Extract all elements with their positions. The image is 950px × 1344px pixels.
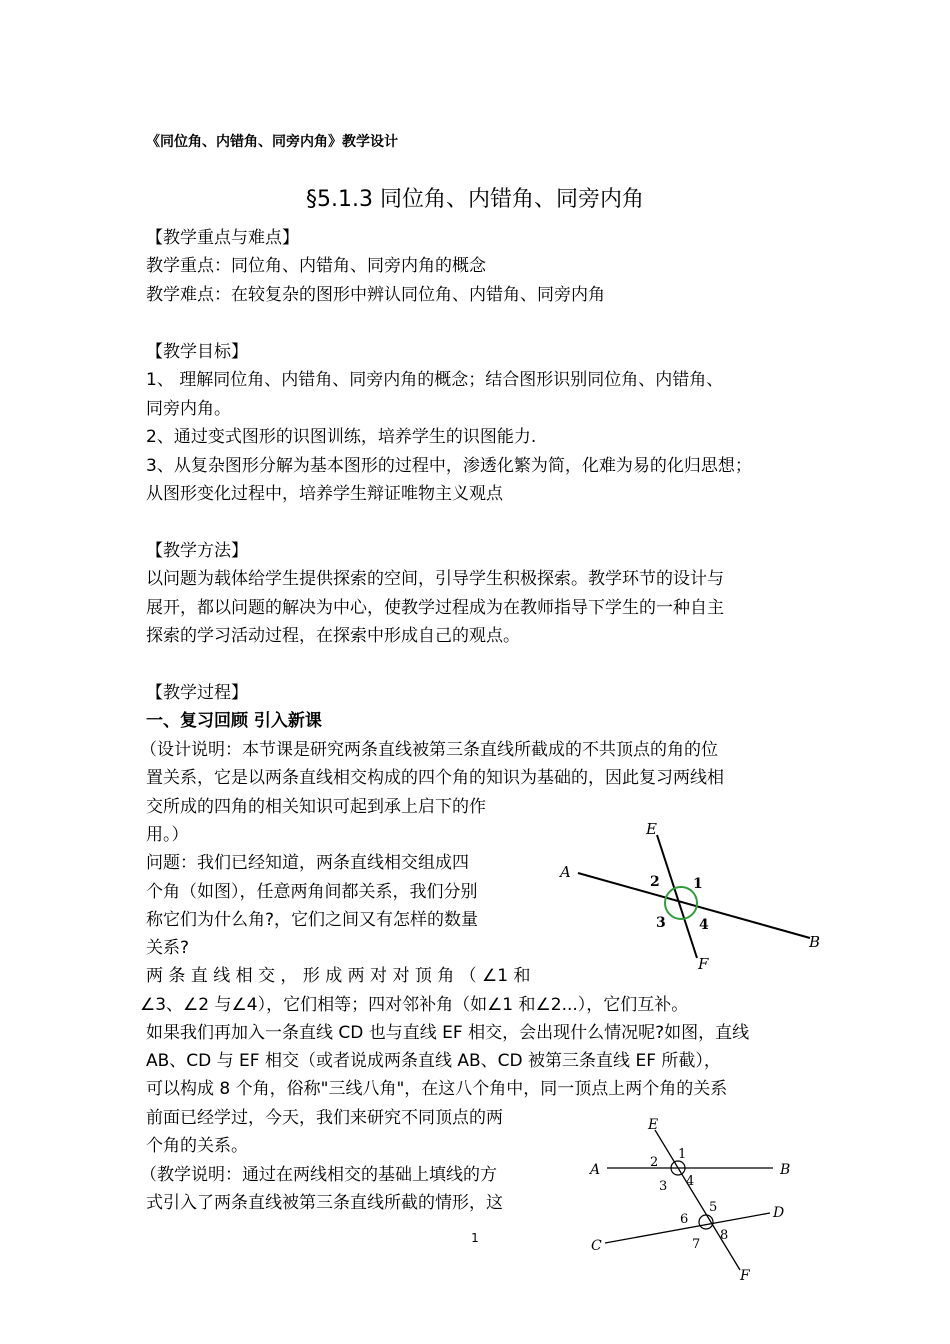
question-line-3: 称它们为什么角?，它们之间又有怎样的数量 <box>146 910 479 930</box>
goal-3-line-1: 3、从复杂图形分解为基本图形的过程中，渗透化繁为简，化难为易的化归思想； <box>146 456 752 476</box>
section-heading-method: 【教学方法】 <box>146 541 248 561</box>
note-line-2: 式引入了两条直线被第三条直线所截的情形，这 <box>146 1193 503 1213</box>
transversal-figure <box>580 1110 810 1285</box>
method-line-3: 探索的学习活动过程，在探索中形成自己的观点。 <box>146 626 520 646</box>
body-line-3: 可以构成 8 个角，俗称"三线八角"，在这八个角中，同一顶点上两个角的关系 <box>146 1079 728 1099</box>
goal-1-line-1: 1、 理解同位角、内错角、同旁内角的概念；结合图形识别同位角、内错角、 <box>146 370 724 390</box>
main-title: §5.1.3 同位角、内错角、同旁内角 <box>306 187 644 212</box>
angle-label-2: 2 <box>650 1155 659 1170</box>
label-b: B <box>780 1162 791 1178</box>
goal-1-line-2: 同旁内角。 <box>146 399 231 419</box>
angle-label-5: 5 <box>709 1200 718 1215</box>
goal-2: 2、通过变式图形的识图训练，培养学生的识图能力. <box>146 427 537 447</box>
angle-label-3: 3 <box>659 1179 668 1194</box>
section-heading-process: 【教学过程】 <box>146 683 248 703</box>
process-line-4: 用。） <box>146 825 189 845</box>
question-line-2: 个角（如图），任意两角间都关系，我们分别 <box>146 882 478 902</box>
label-d: D <box>773 1205 785 1221</box>
angle-label-1: 1 <box>693 876 703 892</box>
angle-label-6: 6 <box>680 1212 689 1227</box>
angle-label-4: 4 <box>699 917 709 933</box>
label-a: A <box>560 863 571 881</box>
process-line-1: （设计说明：本节课是研究两条直线被第三条直线所截成的不共顶点的角的位 <box>140 740 718 760</box>
angle-label-2: 2 <box>650 874 660 890</box>
process-line-3: 交所成的四角的相关知识可起到承上启下的作 <box>146 797 486 817</box>
angle-label-1: 1 <box>678 1147 687 1162</box>
body-line-4: 前面已经学过，今天，我们来研究不同顶点的两 <box>146 1108 503 1128</box>
page-number: 1 <box>471 1231 479 1245</box>
header-title: 《同位角、内错角、同旁内角》教学设计 <box>146 134 398 150</box>
label-f: F <box>740 1268 750 1284</box>
label-b: B <box>809 933 821 951</box>
label-a: A <box>590 1162 601 1178</box>
answer-line-1: 两 条 直 线 相 交 ， 形 成 两 对 对 顶 角 （ ∠1 和 <box>146 966 531 986</box>
intersecting-lines-figure <box>550 815 830 980</box>
question-line-1: 问题：我们已经知道，两条直线相交组成四 <box>146 853 469 873</box>
angle-label-4: 4 <box>686 1174 695 1189</box>
label-f: F <box>698 955 709 973</box>
part-1-heading: 一、复习回顾 引入新课 <box>146 711 322 731</box>
focus-text: 教学重点：同位角、内错角、同旁内角的概念 <box>146 256 486 276</box>
process-line-2: 置关系，它是以两条直线相交构成的四个角的知识为基础的，因此复习两线相 <box>146 768 724 788</box>
answer-line-2: ∠3、∠2 与∠4），它们相等；四对邻补角（如∠1 和∠2...），它们互补。 <box>140 995 689 1015</box>
section-heading-goals: 【教学目标】 <box>146 342 248 362</box>
question-line-4: 关系? <box>146 938 190 958</box>
body-line-2: AB、CD 与 EF 相交（或者说成两条直线 AB、CD 被第三条直线 EF 所截）， <box>146 1051 721 1071</box>
difficulty-text: 教学难点：在较复杂的图形中辨认同位角、内错角、同旁内角 <box>146 285 605 305</box>
note-line-1: （教学说明：通过在两线相交的基础上填线的方 <box>140 1165 497 1185</box>
angle-label-3: 3 <box>656 915 666 931</box>
method-line-1: 以问题为载体给学生提供探索的空间，引导学生积极探索。教学环节的设计与 <box>146 569 724 589</box>
method-line-2: 展开，都以问题的解决为中心，使教学过程成为在教师指导下学生的一种自主 <box>146 598 724 618</box>
label-c: C <box>591 1238 602 1254</box>
label-e: E <box>646 820 657 838</box>
angle-label-7: 7 <box>692 1237 701 1252</box>
body-line-5: 个角的关系。 <box>146 1136 248 1156</box>
label-e: E <box>648 1117 659 1133</box>
body-line-1: 如果我们再加入一条直线 CD 也与直线 EF 相交，会出现什么情况呢?如图，直线 <box>146 1023 750 1043</box>
angle-label-8: 8 <box>720 1228 729 1243</box>
goal-3-line-2: 从图形变化过程中，培养学生辩证唯物主义观点 <box>146 484 503 504</box>
section-heading-key-points: 【教学重点与难点】 <box>146 228 299 248</box>
